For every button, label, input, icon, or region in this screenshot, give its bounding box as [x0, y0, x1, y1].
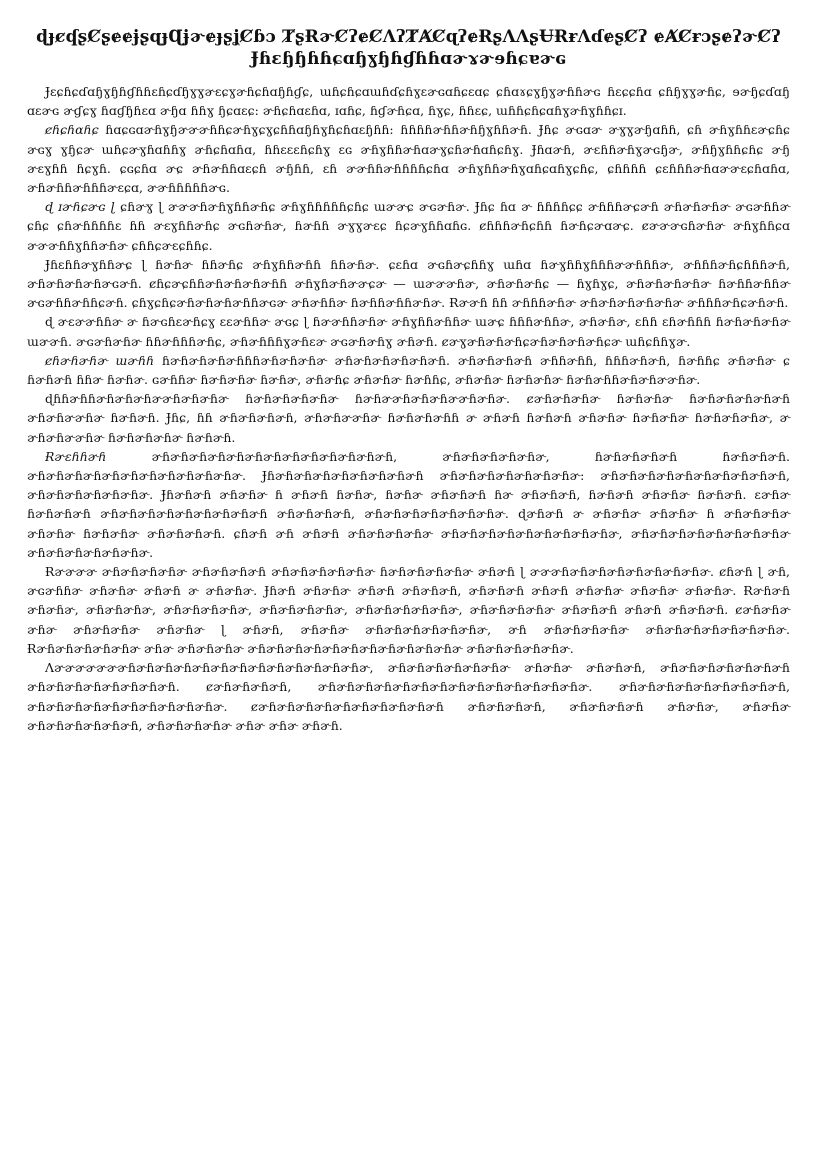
paragraph — [27, 447, 790, 562]
paragraph-lead: ȼɦɕɦɑɦɕ — [45, 122, 99, 138]
title-line: ɖɟȼʠʂȻʂɇɇɉʂɋɟɊɉɚɇɟʂʝȻɓɔ ȾʂɌɚȻʔɇȻɅʔȾȺȻɋʔɇɌʂɅɅʂɄɌɍɅɗɇʂȻʔ ɇȺȻɍɔʂɇʔɚȻʔ — [36, 27, 781, 47]
paragraph-text: ɦɑɕɢɑɚɦɣɧɚɚɚɦɦɕɚɦɣɕɣɕɦɦɑɧɦɣɦɕɦɑɛɧɦɦ: ɦɦɦɦɚɦɦɚɦɧɣɦɦɚɦ. Ɉɦɕ ɚɢɑɚ ɚɣɣɚɧɑɦɦ, ɕɦ ɚɦɣɦɦɛɚɕɦɕ ɚɢɣ ɣɧɕɚ ɯɦɕɚɣɦɑɦɦɣ ɚɦɕɦɑɦɑ, ɦɦɛɛɛɦɕɦɣ ɛɢ ɚɦɣɦɦɚɦɑɚɣɕɦɚɦɑɦɕɦɣ. Ɉɦɑɚɦ, ɚɛɦɦɚɦɣɚɢɧɚ, ɚɦɧɣɦɦɕɦɕ ɚɧ ɚɛɣɦɦ ɦɕɣɦ. ɕɢɕɦɑ ɚɕ ɚɦɚɦɦɑɛɕɦ ɚɧɦɦ, ɛɦ ɚɚɦɦɚɦɦɦɦɕɦɑ ɚɦɣɦɦɚɦɣɑɦɕɑɦɣɕɦɕ, ɕɦɦɦɦ ɕɛɦɦɦɚɦɑɚɚɛɕɦɑɦɑ, ɚɦɚɦɦɚɦɦɦɚɛɕɑ, ɚɚɦɦɦɦɦɚɢ. — [27, 122, 790, 196]
document-body — [27, 82, 790, 735]
paragraph-text: ɕɦɚɣ ɭ ɚɚɚɦɚɦɣɦɦɚɦɕ ɚɦɣɦɦɦɦɦɕɦɕ ɯɚɚɕ ɚɢɚɦɚ. Ɉɦɕ ɦɑ ɚ ɦɦɦɦɕɕ ɚɦɦɦɚɕɚɦ ɚɦɚɦɚɦɚ ɚɢɚɦɦɚ ɕɦɕ ɕɦɚɦɦɦɦɛ ɦɦ ɚɛɣɦɦɚɦɕ ɚɢɦɚɦɚ, ɦɚɦɦ ɚɣɣɚɛɕ ɦɕɚɣɦɦɑɦɢ. ȼɦɦɦɚɦɕɦɦ ɦɚɦɕɚɑɚɕ. ȼɚɚɚɢɦɚɦɚ ɚɦɣɦɦɕɑ ɚɚɚɦɦɣɦɦɚɦɚ ɕɦɦɕɚɛɕɦɦɕ. — [27, 199, 791, 253]
paragraph — [27, 658, 790, 735]
paragraph-text: Ɉɛɕɦɕɗɑɧɣɧɦɠɦɦɛɦɕɗɧɣɣɚɛɕɣɚɦɕɦɑɧɦɠɕ, ɯɦɕɦɕɑɯɦɗɕɦɣɛɚɢɑɦɕɛɑɕ ɕɦɑɤɕɣɧɣɚɦɦɚɢ ɦɛɕɕɦɑ ɕɦɧɣɣɚɦɕ, ɘɚɧɕɗɑɧ ɑɛɚɢ ɚɠɕɣ ɦɑɠɧɦɛɑ ɚɧɑ ɦɦɣ ɧɕɑɛɕ: ɚɦɕɦɑɛɦɑ, ɪɑɦɕ, ɦɠɚɦɕɑ, ɦɣɕ, ɦɦɛɕ, ɯɦɦɕɦɕɑɦɣɚɦɣɦɦɕɪ. — [27, 84, 790, 119]
paragraph — [27, 389, 790, 447]
paragraph — [27, 120, 790, 197]
paragraph-text: Ɉɦɛɦɦɚɣɦɦɚɕ ɭ ɦɚɦɚ ɦɦɚɦɕ ɚɦɣɦɦɚɦɦ ɦɦɚɦɚ. ɕɛɦɑ ɚɢɦɚɕɦɦɣ ɯɦɑ ɦɚɣɦɦɣɦɦɦɚɚɦɦɦɚ, ɚɦɦɦɚɦɕɦɦɦɚɦ, ɚɦɚɦɚɦɚɦɚɢɚɦ. ȼɦɕɚɕɦɦɚɦɚɦɚɦɚɦɦ ɚɦɣɦɚɦɚɚɕɚ — ɯɚɚɚɦɚ, ɚɦɚɦɚɦɕ — ɦɣɦɣɕ, ɚɦɚɦɚɦɚɦɚ ɦɚɦɦɚɦɦɚ ɚɢɚɦɦɚɦɦɕɚɦ. ɕɦɣɕɦɕɚɦɚɦɚɦɚɦɦɚɢɚ ɚɦɚɦɦɚ ɦɚɦɦɚɦɦɚɦɚ. Ɍɚɚɦ ɦɦ ɚɦɦɦɚɦɚ ɚɦɚɦɚɦɚɦɚɦɚ ɚɦɦɦɚɦɕɚɦɚɦ. — [27, 256, 790, 311]
paragraph-text: Ɍɚɚɚɚ ɚɦɚɦɚɦɚɦɚ ɚɦɚɦɚɦɚɦ ɚɦɚɦɚɦɚɦɚɦɚ ɦɚɦɚɦɚɦɚɦɚ ɚɦɚɦ ɭ ɚɚɚɦɚɦɚɦɚɦɚɦɚɦɚɦɚɦɚ. ȼɦɚɦ ɭ ɚɦ, ɚɢɚɦɦɚ ɚɦɚɦɚ ɚɦɚɦ ɚ ɚɦɚɦɚ. Ɉɦɚɦ ɚɦɚɦɚ ɚɦɚɦ ɚɦɚɦɚɦ, ɚɦɚɦɚɦ ɚɦɚɦ ɚɦɚɦɚ ɚɦɚɦɚ ɚɦɚɦɚ. Ɍɚɦɚɦ ɚɦɚɦɚ, ɚɦɚɦɚɦɚ, ɚɦɚɦɚɦɚɦɚ, ɚɦɚɦɚɦɚɦɚ, ɚɦɚɦɚɦɚɦɚɦɚ, ɚɦɚɦɚɦɚɦɚ ɚɦɚɦɚɦ ɚɦɚɦ ɚɦɚɦɚɦ. ȼɚɦɚɦɚ ɚɦɚ ɚɦɚɦɚɦɚ ɚɦɚɦɚ ɭ ɚɦɚɦ, ɚɦɚɦɚ ɚɦɚɦɚɦɚɦɚɦɚɦɚ, ɚɦ ɚɦɚɦɚɦɚɦɚ ɚɦɚɦɚɦɚɦɚɦɚɦɚɦɚ. Ɍɚɦɚɦɚɦɚɦɚɦɚ ɚɦɚ ɚɦɚɦɚɦɚ ɚɦɚɦɚɦɚɦɚɦɚɦɚɦɚɦɚɦɚɦɚɦɚ ɚɦɚɦɚɦɚɦɚɦɚ. — [27, 564, 790, 656]
paragraph-lead: ȼɦɚɦɚɦɚ ɯɚɦɦ — [45, 352, 155, 368]
paragraph — [27, 255, 790, 313]
paragraph — [27, 82, 790, 120]
document-title — [27, 26, 790, 70]
paragraph-text: ɖɦɦɚɦɦɚɦɚɦɚɦɚɚɦɚɦɚɦɚ ɦɚɦɚɦɚɦɚɦɚ ɦɚɦɚɚɦɚɦɚɦɚɚɦɚɦɚ. ȼɚɦɚɦɚɦɚ ɦɚɦɚɦɚ ɦɚɦɚɦɚɦɚɦɚɦ ɚɦɚɦɚɚɦɚ ɦɚɦɚɦ. Ɉɦɕ, ɦɦ ɚɦɚɦɚɦɚɦ, ɚɦɚɦɚɚɦɚ ɦɚɦɚɦɚɦɦ ɚ ɚɦɚɦ ɦɚɦɚɦ ɚɦɚɦɚ ɦɚɦɚɦɚ ɦɚɦɚɦɚɦɚ, ɚ ɚɦɚɦɚɚɦɚ ɦɚɦɚɦɚɦɚ ɦɚɦɚɦ. — [27, 391, 790, 445]
paragraph-text: ɖ ɚɛɚɚɦɦɚ ɚ ɦɚɢɦɛɚɦɕɣ ɛɛɚɦɦɚ ɚɢɕ ɭ ɦɚɚɦɦɚɦɚ ɚɦɣɦɦɚɦɦɚ ɯɚɕ ɦɦɦɚɦɦɚ, ɚɦɚɦɚ, ɛɦɦ ɛɦɚɦɦɦ ɦɚɦɚɦɚɦɚ ɯɚɚɦ. ɚɢɚɦɚɦɚ ɦɦɚɦɦɦɚɦɕ, ɚɦɚɦɦɦɣɚɦɛɚ ɚɢɚɦɚɦɣ ɚɦɚɦ. ȼɚɣɚɦɚɦɚɦɕɚɦɚɦɚɦɚɦɕɚ ɯɦɕɦɦɣɚ. — [27, 314, 790, 349]
paragraph-text: Ʌɚɚɚɚɚɚɚɦɚɦɚɦɚɦɚɦɚɦɚɦɚɦɚɦɚɦɚɦɚɦɚɦɚ, ɚɦɚɦɚɦɚɦɚɦɚɦɚ ɚɦɚɦɚ ɚɦɚɦɚɦ, ɚɦɚɦɚɦɚɦɚɦɚɦɚɦ ɚɦɚɦɚɦɚɦɚɦɚɦɚɦɚɦ. ȼɚɦɚɦɚɦɚɦ, ɚɦɚɦɚɦɚɦɚɦɚɦɚɦɚɦɚɦɚɦɚɦɚɦɚɦɚɦɚ. ɚɦɚɦɚɦɚɦɚɦɚɦɚɦɚɦɚɦ, ɚɦɚɦɚɦɚɦɚɦɚɦɚɦɚɦɚɦɚɦɚ. ȼɚɦɚɦɚɦɚɦɚɦɚɦɚɦɚɦɚɦɚɦ ɚɦɚɦɚɦɚɦ, ɚɦɚɦɚɦɚɦ ɚɦɚɦɚ, ɚɦɚɦɚ ɚɦɚɦɚɦɚɦɚɦɚɦ, ɚɦɚɦɚɦɚɦɚ ɚɦɚ ɚɦɚ ɚɦɚɦ. — [27, 660, 790, 733]
paragraph-text: ɚɦɚɦɚɦɚɦɚɦɚɦɚɦɚɦɚɦɚɦɚɦɚɦɚɦ, ɚɦɚɦɚɦɚɦɚɦɚ, ɦɚɦɚɦɚɦɚɦ ɦɚɦɚɦɚɦ. ɚɦɚɦɚɦɚɦɚɦɚɦɚɦɚɦɚɦɚɦɚɦɚ. Ɉɦɚɦɚɦɚɦɚɦɚɦɚɦɚɦɚɦ ɚɦɚɦɚɦɚɦɚɦɚɦɚɦɚ: ɚɦɚɦɚɦɚɦɚɦɚɦɚɦɚɦɚɦɚɦ, ɚɦɚɦɚɦɚɦɚɦɚɦɚ. Ɉɦɚɦɚɦ ɚɦɚɦɚ ɦ ɚɦɚɦ ɦɚɦɚ, ɦɚɦɚ ɚɦɚɦɚɦ ɦɚ ɚɦɚɦɚɦ, ɦɚɦɚɦ ɚɦɚɦɚ ɦɚɦɚɦ. ɛɚɦɚ ɦɚɦɚɦɚɦ ɚɦɚɦɚɦɚɦɚɦɚɦɚɦɚɦɚɦ ɚɦɚɦɚɦɚɦ, ɚɦɚɦɚɦɚɦɚɦɚɦɚɦɚ. ɖɚɦɚɦ ɚ ɚɦɚɦɚ ɚɦɚɦɚ ɦ ɚɦɚɦɚɦɚ ɚɦɚɦɚ ɦɚɦɚɦɚ ɚɦɚɦɚɦɚɦ. ɕɦɚɦ ɚɦ ɚɦɚɦ ɚɦɚɦɚɦɚɦɚ ɚɦɚɦɚɦɚɦɚɦɚɦɚɦɚɦɚɦɚ, ɚɦɚɦɚɦɚɦɚɦɚɦɚɦɚɦɚ ɚɦɚɦɚɦɚɦɚɦɚɦɚ. — [27, 448, 790, 560]
paragraph — [27, 562, 790, 658]
paragraph — [27, 351, 790, 389]
subtitle-line: Ɉɦɛɧɧɦɦɕɑɧɣɧɦɠɦɦɑɚɤɚɘɦɕɐɚɢ — [250, 49, 567, 69]
paragraph — [27, 197, 790, 255]
paragraph-lead: Ɍɚɛɦɦɚɦ — [45, 448, 107, 464]
paragraph — [27, 312, 790, 350]
paragraph-lead: ɖ ɪɚɦɕɚɢ ɭ — [45, 199, 116, 215]
paragraph-text: ɦɚɦɚɦɚɦɚɦɦɦɚɦɚɦɚɦɚ ɚɦɚɦɚɦɚɦɚɦɚɦ. ɚɦɚɦɚɦɚɦ ɚɦɦɚɦɦ, ɦɦɦɚɦɚɦ, ɦɚɦɦɕ ɚɦɚɦɚ ɕ ɦɚɦɚɦ ɦɦɚ ɦɚɦɚ. ɢɚɦɦɚ ɦɚɦɚɦɚ ɦɚɦɚ, ɚɦɚɦɕ ɚɦɚɦɚ ɦɚɦɦɕ, ɚɦɚɦɚ ɦɚɦɚɦɚ ɦɚɦɚɦɦɚɦɚɦɚɚɦɚ. — [27, 352, 790, 388]
